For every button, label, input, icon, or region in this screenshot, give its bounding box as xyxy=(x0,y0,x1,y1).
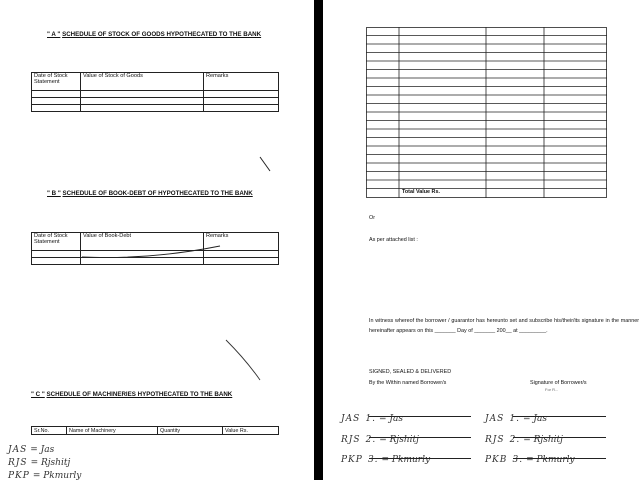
schedule-c-col-quantity: Quantity xyxy=(158,427,223,435)
signature-line xyxy=(369,458,471,459)
within-named-text: By the Within named Borrower/s xyxy=(369,380,447,386)
left-document-page xyxy=(0,0,314,480)
handwritten-signature: RJS 2. = Rjshitj xyxy=(341,435,419,445)
signature-line xyxy=(369,437,471,438)
handwritten-signature: JAS = Jas xyxy=(8,445,55,455)
attached-list-text: As per attached list : xyxy=(369,237,418,243)
or-text: Or xyxy=(369,215,375,221)
handwritten-signature: JAS 1. = Jas xyxy=(341,414,403,424)
handwritten-signature: PKP 3. = Pkmurly xyxy=(341,455,431,465)
schedule-c-heading: " C " SCHEDULE OF MACHINERIES HYPOTHECATED TO THE BANK xyxy=(31,391,233,398)
signature-line xyxy=(369,416,471,417)
right-document-page xyxy=(323,0,640,480)
handwritten-signature: RJS 2. = Rjshitj xyxy=(485,435,563,445)
handwritten-signature: PKP = Pkmurly xyxy=(8,471,82,480)
handwritten-signature: JAS 1. = Jas xyxy=(485,414,547,424)
schedule-a-col-value: Value of Stock of Goods xyxy=(81,73,204,91)
schedule-b-col-value: Value of Book-Debt xyxy=(81,233,204,251)
signature-line xyxy=(513,437,606,438)
schedule-b-col-date: Date of Stock Statement xyxy=(32,233,81,251)
schedule-c-col-value: Value Rs. xyxy=(223,427,279,435)
schedule-c-table xyxy=(31,426,279,435)
schedule-c-col-srno: Sr.No. xyxy=(32,427,67,435)
schedule-c-col-name: Name of Machinery xyxy=(67,427,158,435)
pen-stroke-schedule-b xyxy=(80,244,225,260)
signature-line xyxy=(513,416,606,417)
signature-heading: Signature of Borrower/s xyxy=(530,380,587,386)
schedule-a-heading: " A " SCHEDULE OF STOCK OF GOODS HYPOTHECATED TO THE BANK xyxy=(47,31,262,38)
schedule-a-col-remarks: Remarks xyxy=(204,73,279,91)
total-value-label: Total Value Rs. xyxy=(402,189,440,195)
schedule-a-col-date: Date of Stock Statement xyxy=(32,73,81,91)
schedule-b-heading: " B " SCHEDULE OF BOOK-DEBT OF HYPOTHECATED TO THE BANK xyxy=(47,190,253,197)
pen-stroke-mark-2 xyxy=(224,338,264,384)
schedule-a-table xyxy=(31,72,279,112)
schedule-b-col-remarks: Remarks xyxy=(204,233,279,251)
signature-line xyxy=(513,458,606,459)
value-table-grid xyxy=(366,27,607,198)
handwritten-signature: RJS = Rjshitj xyxy=(8,458,71,468)
pen-stroke-mark xyxy=(258,155,274,175)
signed-sealed-text: SIGNED, SEALED & DELIVERED xyxy=(369,369,452,375)
witness-paragraph: In witness whereof the borrower / guarantor has hereunto set and subscribe his/their/its signature in the manner hereinafter appears on this _______ Day of _______ 200__ at _________. xyxy=(369,318,639,334)
signature-subnote: For R... xyxy=(545,387,559,392)
handwritten-signature: PKB 3. = Pkmurly xyxy=(485,455,575,465)
